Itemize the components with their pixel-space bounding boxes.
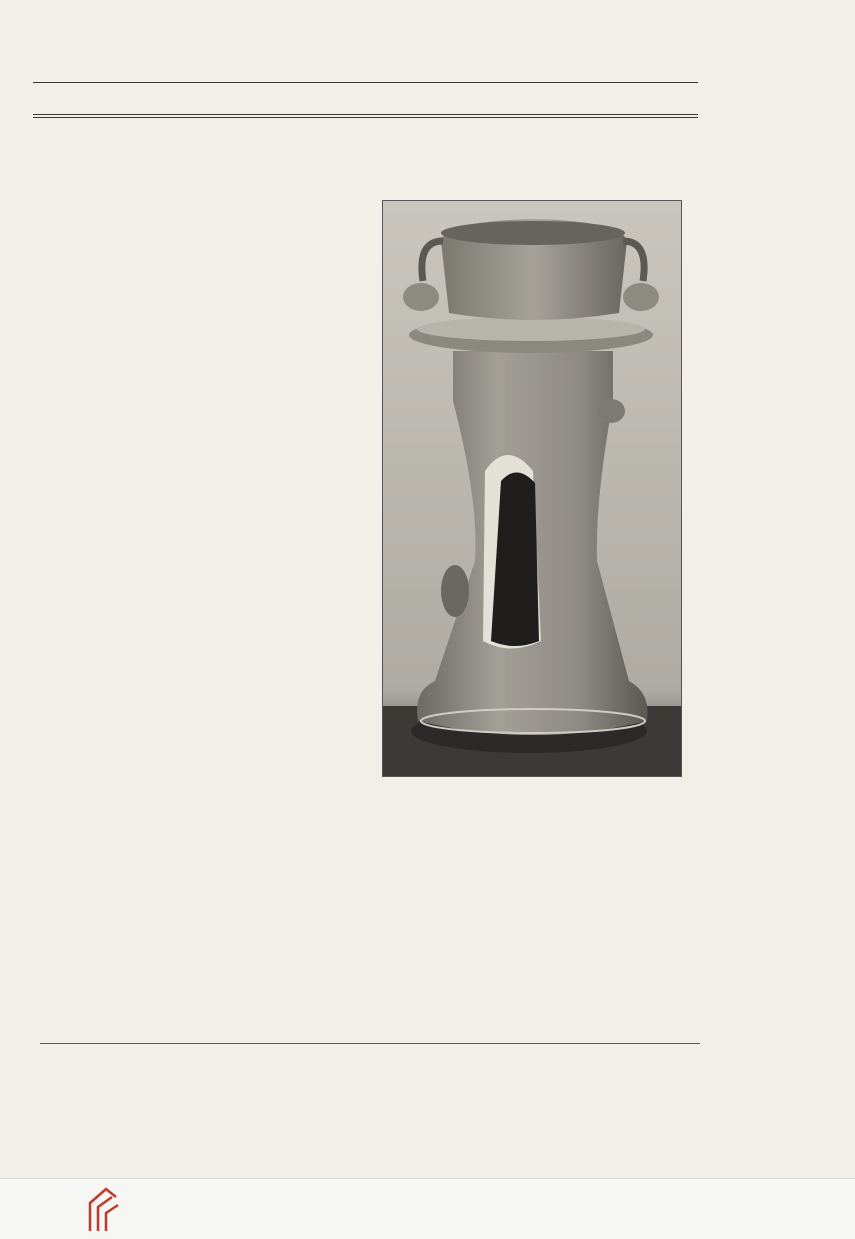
header-rule-double [33, 117, 698, 118]
digitization-banner [0, 1178, 855, 1239]
brazier-photograph [382, 200, 682, 777]
library-logo-icon [84, 1185, 120, 1233]
header-rule-top [33, 82, 698, 83]
page-header [0, 88, 855, 114]
brazier-illustration [383, 201, 681, 776]
footnote-rule [40, 1043, 700, 1044]
header-rule-bottom [33, 114, 698, 115]
